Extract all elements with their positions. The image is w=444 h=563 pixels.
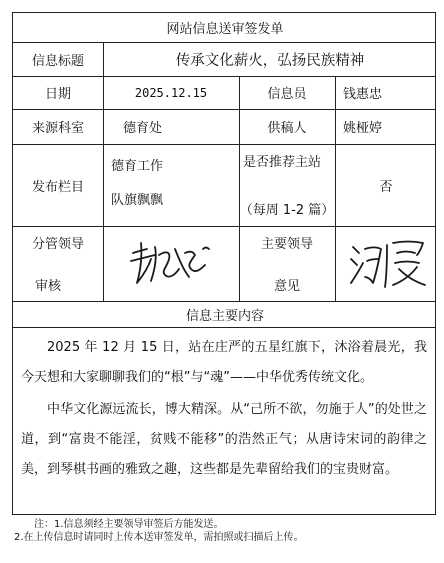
supervisor-label-line1: 分管领导	[31, 236, 84, 252]
content-paragraph: 2025 年 12 月 15 日，站在庄严的五星红旗下，沐浴着晨光，我今天想和大家聊聊我们的“根”与“魂”——中华优秀传统文化。	[21, 340, 427, 385]
info-title-label: 信息标题	[31, 53, 84, 69]
form-title: 网站信息送审签发单	[166, 22, 284, 37]
date-value: 2025.12.15	[134, 85, 208, 100]
supervisor-signature	[125, 235, 215, 291]
supervisor-label-line2: 审核	[35, 278, 62, 294]
main-leader-label-line1: 主要领导	[260, 236, 313, 252]
grid-line	[13, 327, 435, 328]
source-value: 德育处	[123, 121, 163, 136]
column-label: 发布栏目	[31, 179, 84, 195]
grid-line	[13, 226, 435, 227]
informant-label: 信息员	[267, 87, 307, 102]
content-header: 信息主要内容	[185, 308, 264, 324]
main-leader-signature	[347, 233, 433, 293]
recommend-label-line2: （每周 1-2 篇）	[239, 202, 335, 218]
main-leader-label-line2: 意见	[273, 278, 300, 294]
column-value-line1: 德育工作	[111, 158, 164, 174]
informant-value: 钱惠忠	[343, 87, 383, 102]
recommend-label-line1: 是否推荐主站	[243, 154, 322, 170]
note-item: 2.在上传信息时请同时上传本送审签发单，需拍照或扫描后上传。	[14, 532, 304, 543]
note-item: 注：1.信息须经主要领导审签后方能发送。	[34, 519, 224, 530]
contributor-label: 供稿人	[267, 121, 307, 136]
column-value-line2: 队旗飘飘	[111, 192, 164, 208]
contributor-value: 姚桠婷	[343, 121, 383, 136]
info-title-value: 传承文化薪火，弘扬民族精神	[175, 52, 365, 69]
notes	[14, 518, 304, 544]
content-paragraph: 中华文化源远流长，博大精深。从“己所不欲，勿施于人”的处世之道，到“富贵不能淫，贫贱不能移”的浩然正气；从唐诗宋词的韵律之美，到琴棋书画的雅致之趣，这些都是先辈留给我们的宝贵财富。	[21, 402, 427, 477]
approval-form	[12, 12, 436, 515]
date-label: 日期	[44, 87, 71, 102]
source-label: 来源科室	[31, 121, 84, 136]
recommend-value: 否	[379, 179, 393, 195]
